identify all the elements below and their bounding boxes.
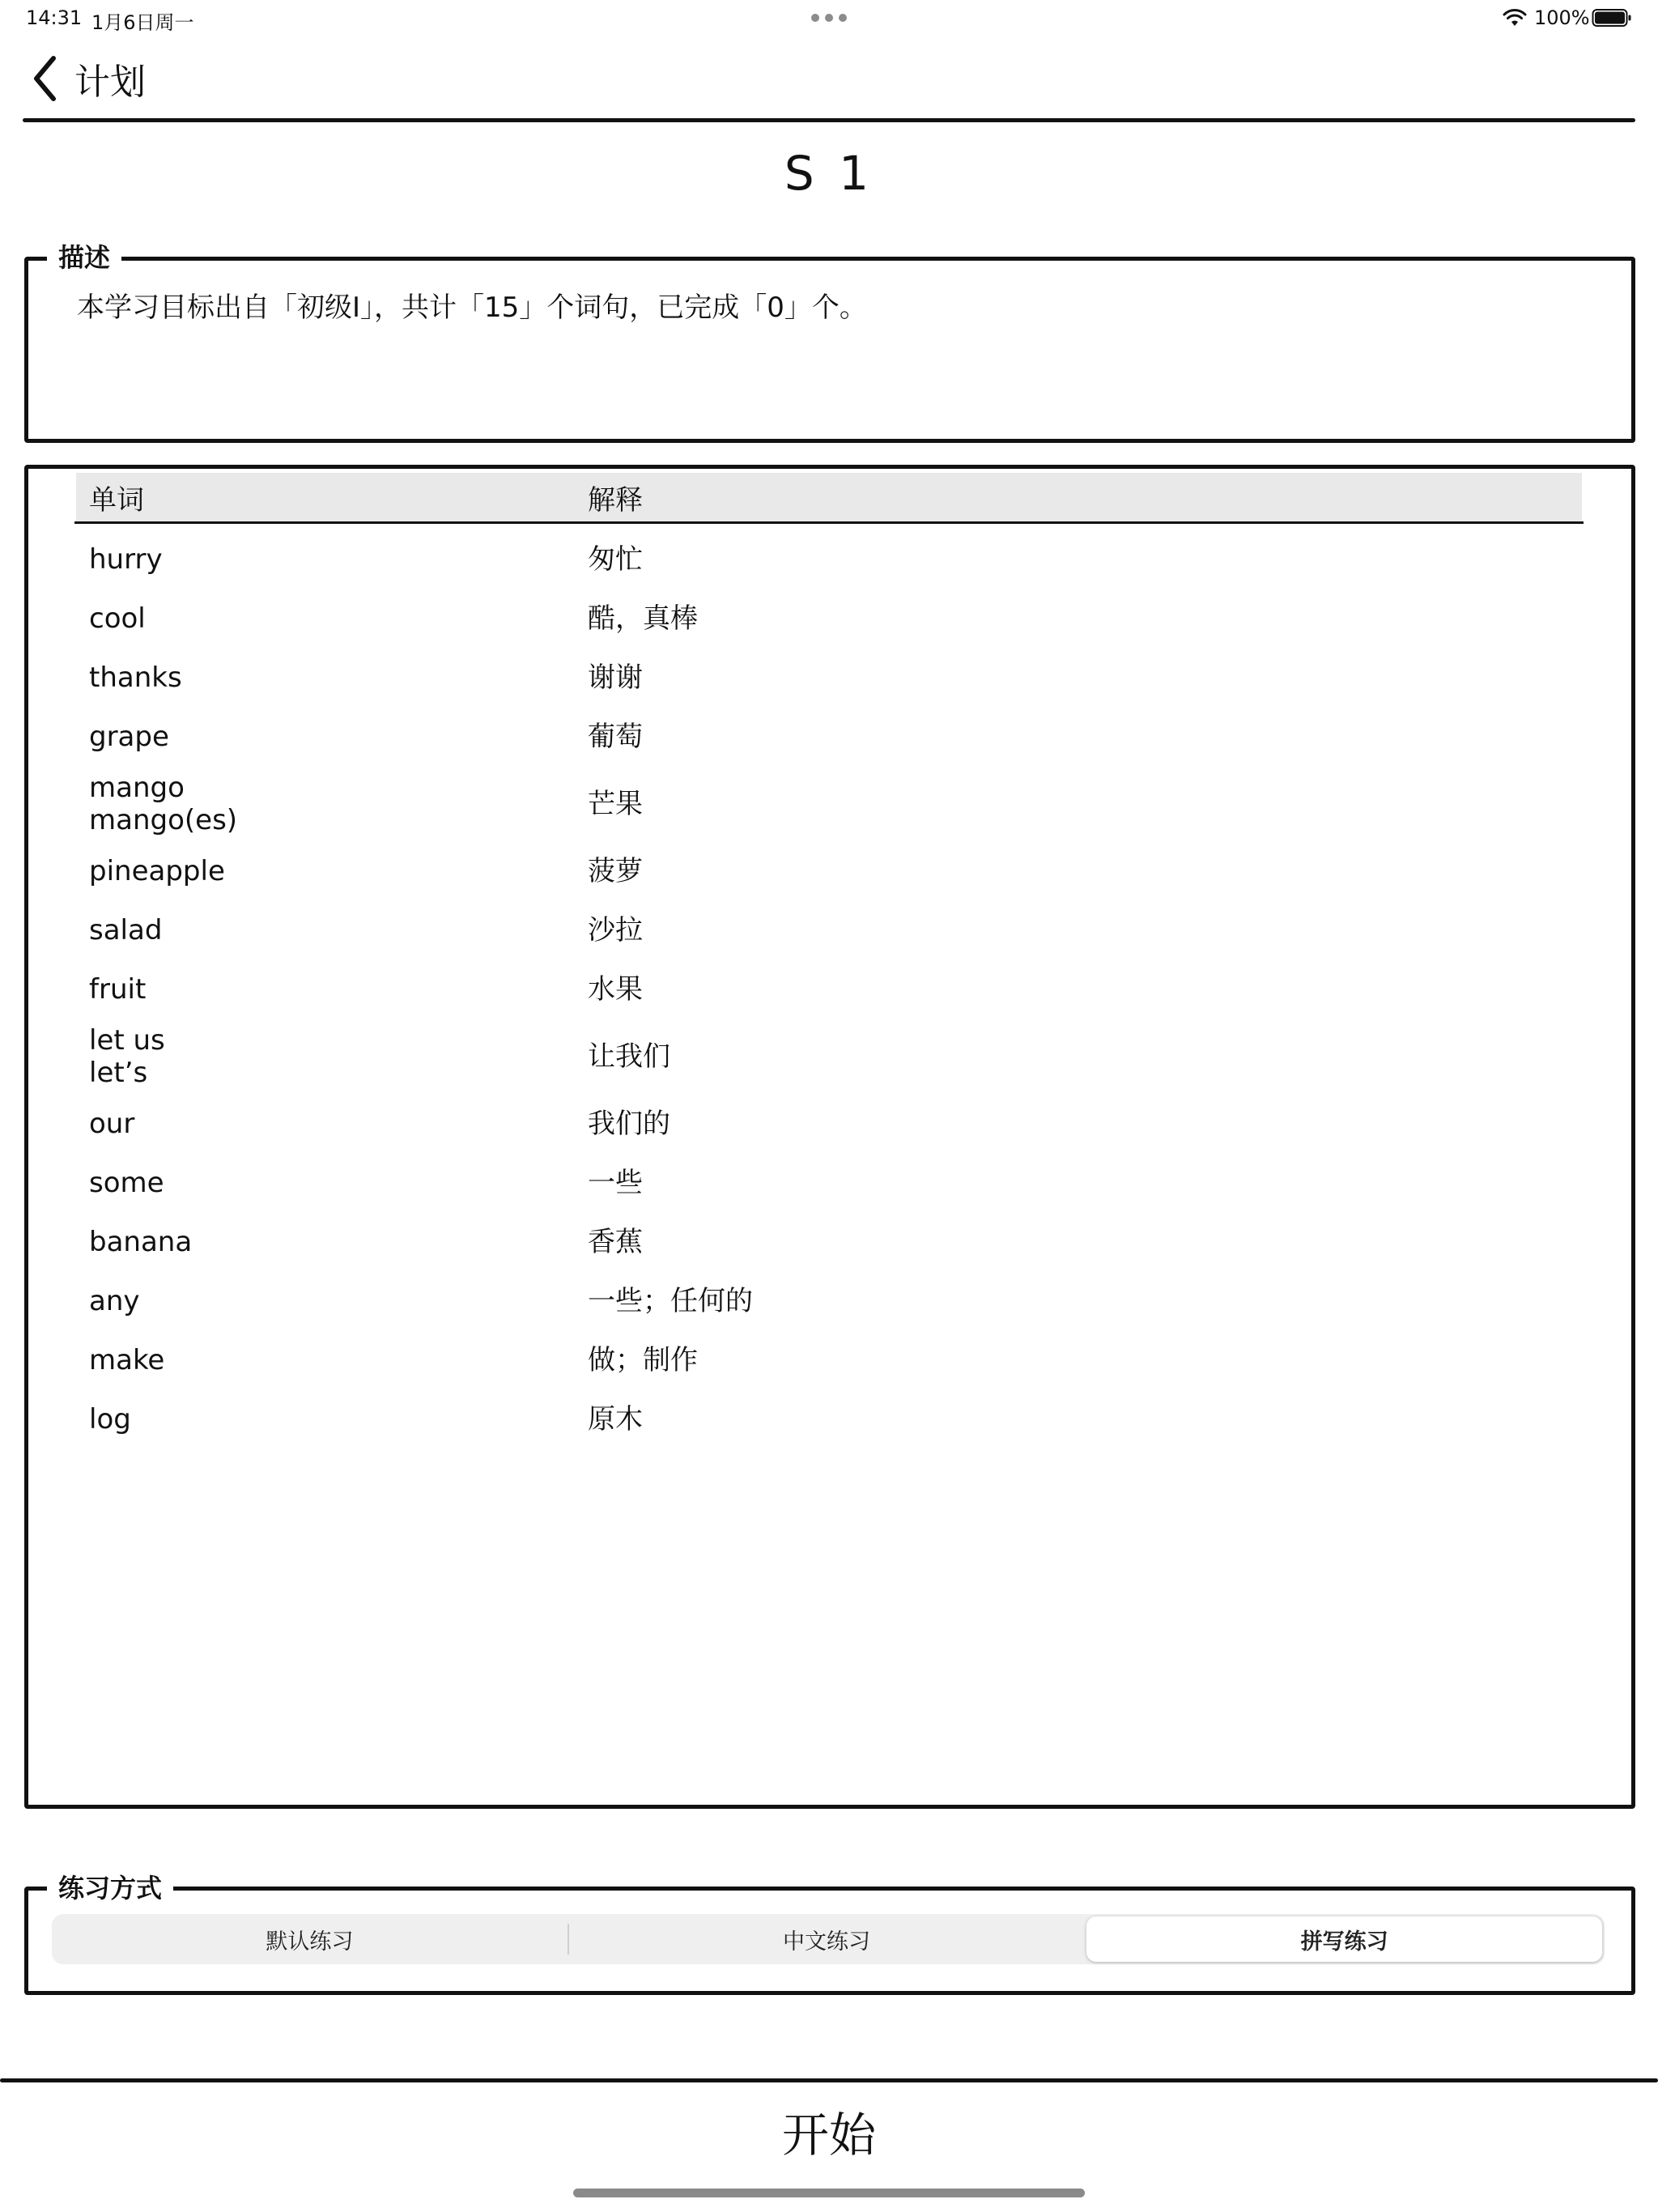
table-row[interactable] [76,530,1582,589]
segment-default-practice[interactable]: 默认练习 [266,1929,354,1955]
column-header-meaning: 解释 [588,484,643,517]
word-cell: any [89,1284,140,1317]
word-cell: some [89,1166,164,1199]
table-header-divider [74,521,1584,524]
table-row[interactable] [76,1212,1582,1271]
word-cell: cool [89,602,146,635]
meaning-cell: 我们的 [588,1107,670,1140]
word-cell: mango mango(es) [89,771,238,836]
description-text: 本学习目标出自「初级I」，共计「15」个词句，已完成「0」个。 [77,291,867,324]
word-cell: hurry [89,542,163,576]
table-row[interactable] [76,841,1582,900]
word-cell: make [89,1343,165,1376]
column-header-word: 单词 [89,484,144,517]
back-button[interactable] [31,52,146,105]
meaning-cell: 让我们 [588,1040,670,1073]
back-label: 计划 [74,62,146,103]
chevron-left-icon [31,55,58,102]
meaning-cell: 菠萝 [588,854,643,887]
battery-percentage: 100% [1534,6,1590,29]
meaning-cell: 酷，真棒 [588,602,698,635]
word-cell: log [89,1402,131,1436]
status-time: 14:31 [26,6,83,29]
table-header [76,473,1582,523]
practice-mode-legend: 练习方式 [47,1872,173,1904]
meaning-cell: 原木 [588,1402,643,1436]
table-row[interactable] [76,1330,1582,1389]
status-date: 1月6日周一 [91,11,194,34]
meaning-cell: 谢谢 [588,661,643,694]
table-row[interactable] [76,589,1582,648]
table-row[interactable] [76,1389,1582,1448]
word-cell: our [89,1107,135,1140]
word-cell: salad [89,913,163,946]
table-row[interactable] [76,766,1582,841]
description-legend: 描述 [47,241,121,274]
meaning-cell: 水果 [588,972,643,1006]
bottom-divider [0,2078,1658,2082]
word-cell: pineapple [89,854,225,887]
meaning-cell: 做；制作 [588,1343,698,1376]
meaning-cell: 沙拉 [588,913,643,946]
multitasking-dots-icon[interactable] [811,14,847,22]
word-cell: banana [89,1225,193,1258]
meaning-cell: 葡萄 [588,720,643,753]
meaning-cell: 芒果 [588,787,643,820]
word-cell: fruit [89,972,147,1006]
table-row[interactable] [76,1019,1582,1094]
meaning-cell: 一些 [588,1166,643,1199]
table-row[interactable] [76,1271,1582,1330]
table-row[interactable] [76,959,1582,1019]
start-button[interactable]: 开始 [781,2108,876,2163]
meaning-cell: 匆忙 [588,542,643,576]
home-indicator[interactable] [573,2189,1085,2197]
table-row[interactable] [76,707,1582,766]
meaning-cell: 香蕉 [588,1225,643,1258]
segment-chinese-practice[interactable]: 中文练习 [783,1929,870,1955]
word-cell: thanks [89,661,182,694]
table-row[interactable] [76,900,1582,959]
battery-icon [1592,8,1632,28]
table-row[interactable] [76,648,1582,707]
table-row[interactable] [76,1153,1582,1212]
table-row[interactable] [76,1094,1582,1153]
wifi-icon [1503,8,1527,28]
word-cell: grape [89,720,169,753]
word-cell: let us let’s [89,1023,165,1089]
segment-spelling-practice[interactable]: 拼写练习 [1086,1916,1602,1962]
page-title: S 1 [784,146,874,201]
practice-mode-segmented-control[interactable] [52,1914,1605,1964]
meaning-cell: 一些；任何的 [588,1284,753,1317]
nav-divider [23,118,1635,122]
